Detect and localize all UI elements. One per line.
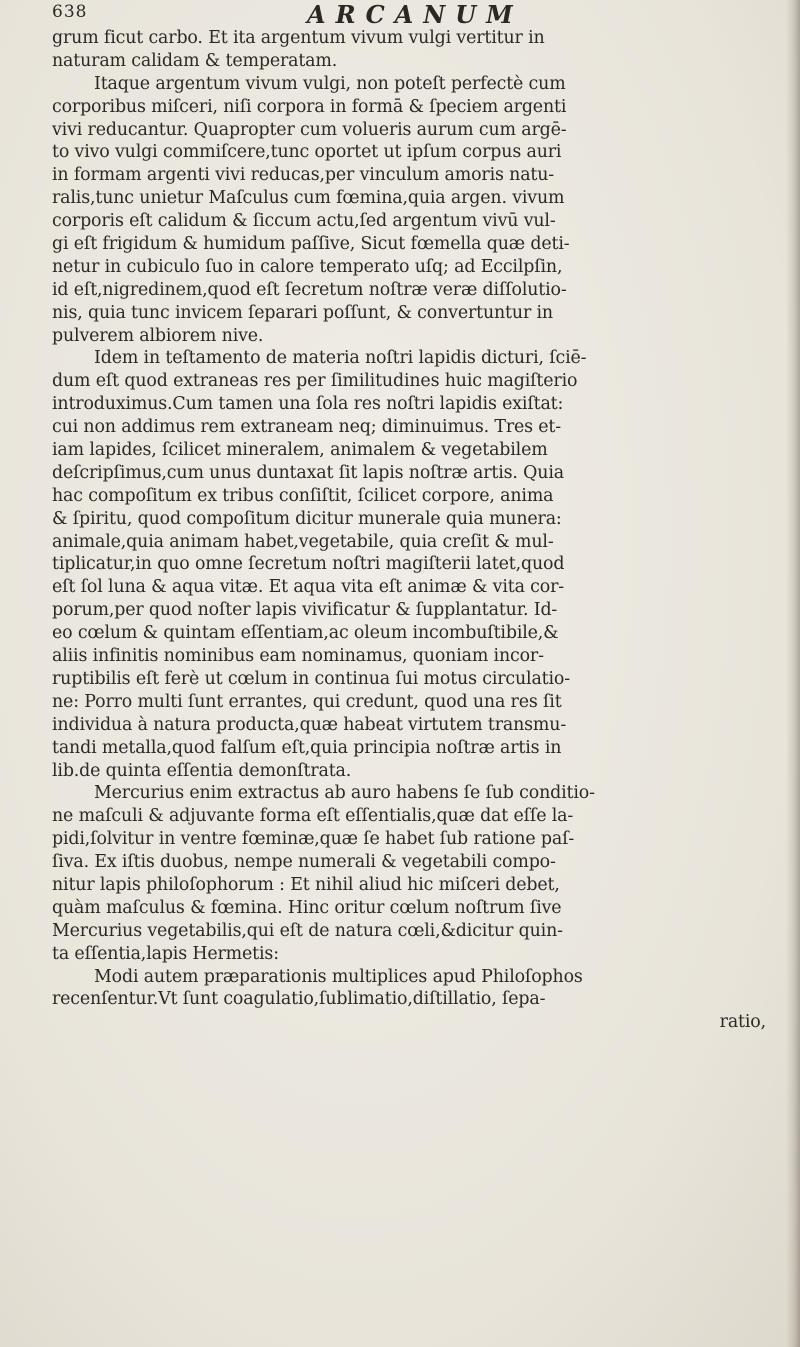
- text-line: corporis eſt calidum & ſiccum actu,ſed argentum vivū vul-: [52, 211, 556, 232]
- catchword: ratio,: [719, 1012, 766, 1033]
- text-line: & ſpiritu, quod compoſitum dicitur munerale quia munera:: [52, 508, 562, 529]
- text-line: cui non addimus rem extraneam neq; diminuimus. Tres et-: [52, 417, 561, 438]
- text-line: ne: Porro multi ſunt errantes, qui credunt, quod una res ſit: [52, 691, 562, 712]
- page-number: 638: [52, 2, 88, 22]
- text-line: iam lapides, ſcilicet mineralem, animalem & vegetabilem: [52, 440, 548, 461]
- text-line: nitur lapis philoſophorum : Et nihil aliud hic miſceri debet,: [52, 874, 560, 895]
- text-line: ne maſculi & adjuvante forma eſt eſſentialis,quæ dat eſſe la-: [52, 806, 574, 827]
- running-title: ARCANUM: [307, 0, 523, 29]
- text-line: introduximus.Cum tamen una ſola res noſtri lapidis exiſtat:: [52, 394, 564, 415]
- text-line: porum,per quod noſter lapis vivificatur & ſupplantatur. Id-: [52, 600, 558, 621]
- text-line: quàm maſculus & fœmina. Hinc oritur cœlum noſtrum ſive: [52, 897, 562, 918]
- page-header: [52, 0, 772, 29]
- body-text: [52, 27, 790, 1034]
- text-line: recenſentur.Vt ſunt coagulatio,ſublimatio,diſtillatio, ſepa-: [52, 989, 546, 1010]
- text-line: naturam calidam & temperatam.: [52, 50, 338, 71]
- text-line: individua à natura producta,quæ habeat virtutem transmu-: [52, 714, 567, 735]
- text-line: aliis infinitis nominibus eam nominamus, quoniam incor-: [52, 646, 544, 667]
- text-line: Mercurius vegetabilis,qui eſt de natura cœli,&dicitur quin-: [52, 920, 563, 941]
- text-line: ta eſſentia,lapis Hermetis:: [52, 943, 279, 964]
- text-line: tiplicatur,in quo omne ſecretum noſtri magiſterii latet,quod: [52, 554, 565, 575]
- text-line: pidi,ſolvitur in ventre fœminæ,quæ ſe habet ſub ratione paſ-: [52, 829, 575, 850]
- text-line: lib.de quinta eſſentia demonſtrata.: [52, 760, 352, 781]
- text-line: corporibus miſceri, niſi corpora in formā & ſpeciem argenti: [52, 96, 567, 117]
- text-line: animale,quia animam habet,vegetabile, quia creſit & mul-: [52, 531, 554, 552]
- text-line: Modi autem præparationis multiplices apud Philoſophos: [94, 966, 583, 987]
- text-line: dum eſt quod extraneas res per ſimilitudines huic magiſterio: [52, 371, 578, 392]
- text-line: eo cœlum & quintam eſſentiam,ac oleum incombuſtibile,&: [52, 623, 559, 644]
- text-line: to vivo vulgi commiſcere,tunc oportet ut ipſum corpus auri: [52, 142, 562, 163]
- text-line: nis, quia tunc invicem ſeparari poſſunt, & convertuntur in: [52, 302, 553, 323]
- text-line: grum ficut carbo. Et ita argentum vivum vulgi vertitur in: [52, 28, 545, 48]
- text-line: gi eſt frigidum & humidum paſſive, Sicut fœmella quæ deti-: [52, 234, 570, 255]
- text-line: id eſt,nigredinem,quod eſt ſecretum noſtræ veræ diſſolutio-: [52, 279, 567, 300]
- text-line: Itaque argentum vivum vulgi, non poteſt perfectè cum: [94, 73, 566, 94]
- text-line: tandi metalla,quod falſum eſt,quia principia noſtræ artis in: [52, 737, 562, 758]
- text-line: ruptibilis eſt ferè ut cœlum in continua ſui motus circulatio-: [52, 668, 570, 689]
- text-line: deſcripſimus,cum unus duntaxat ſit lapis noſtræ artis. Quia: [52, 462, 564, 483]
- text-line: eſt ſol luna & aqua vitæ. Et aqua vita eſt animæ & vita cor-: [52, 577, 564, 598]
- text-line: netur in cubiculo ſuo in calore temperato uſq; ad Eccilpſin,: [52, 256, 563, 277]
- text-line: ralis,tunc unietur Maſculus cum fœmina,quia argen. vivum: [52, 188, 565, 209]
- text-line: in formam argenti vivi reducas,per vinculum amoris natu-: [52, 165, 555, 186]
- text-line: Idem in teſtamento de materia noſtri lapidis dicturi, ſciē-: [94, 348, 587, 369]
- text-line: hac compoſitum ex tribus conſiſtit, ſcilicet corpore, anima: [52, 485, 554, 506]
- text-line: vivi reducantur. Quapropter cum volueris aurum cum argē-: [52, 119, 567, 140]
- text-line: Mercurius enim extractus ab auro habens ſe ſub conditio-: [94, 783, 595, 804]
- text-line: ſiva. Ex iſtis duobus, nempe numerali & vegetabili compo-: [52, 852, 556, 873]
- text-line: pulverem albiorem nive.: [52, 325, 264, 346]
